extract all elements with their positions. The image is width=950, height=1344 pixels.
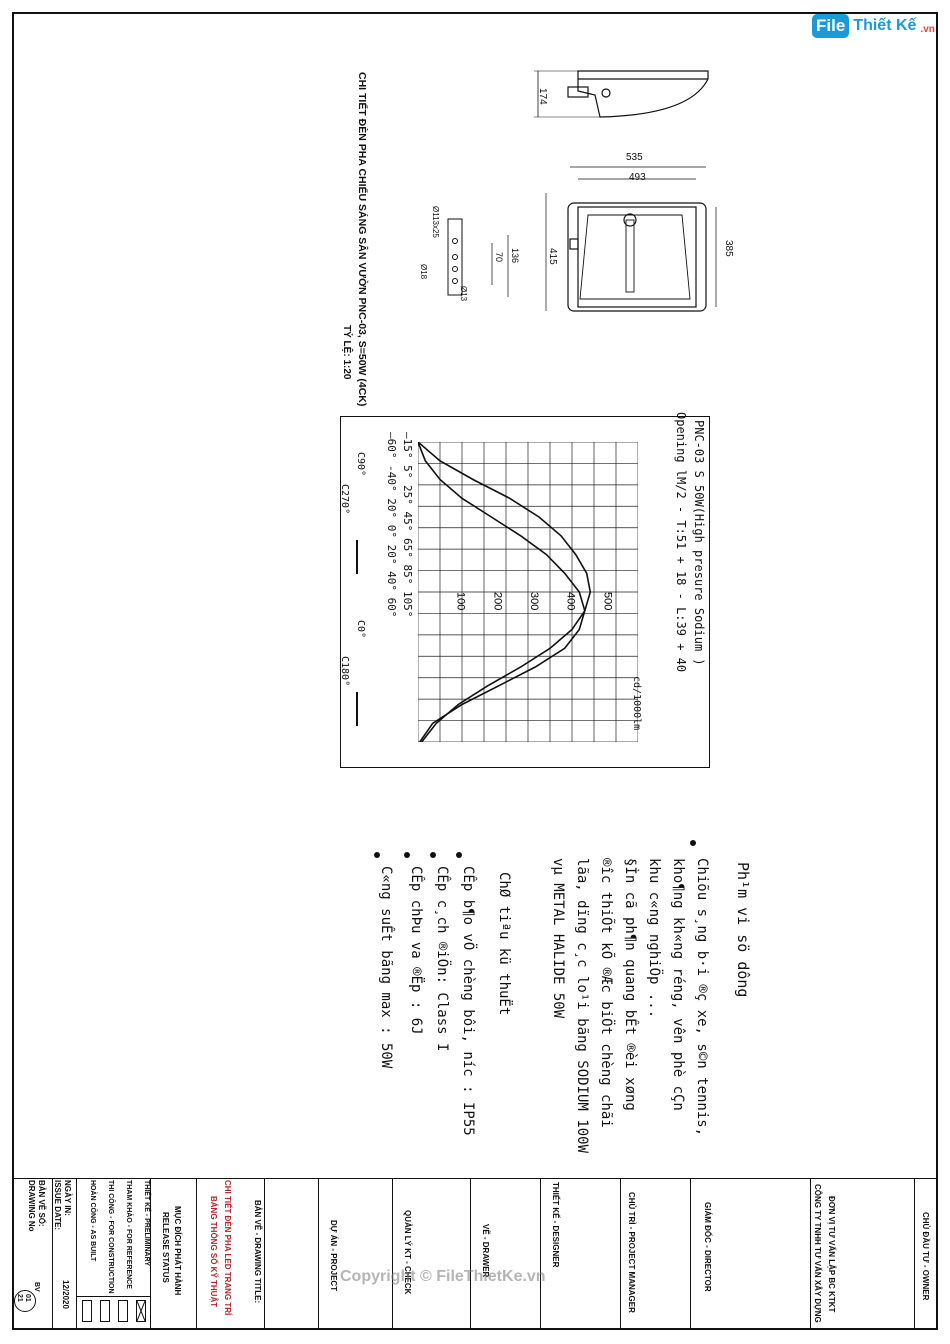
photometric-line2: Opening lM/2 - T:51 + 18 - L:39 + 40 [674, 412, 688, 673]
status-preliminary-checkbox[interactable] [136, 1300, 146, 1322]
tb-drawing-no-top: 01 [24, 1294, 31, 1302]
spec-impact: CÊp chÞu va ®Ëp : 6J [408, 866, 424, 1035]
tb-issue-date: 12/2020 [61, 1280, 70, 1309]
spec-b1-line2: kho¶ng kh«ng réng, vên phè cÇn [670, 858, 686, 1111]
spec-b1-line4: §Ìn cã ph¶n quang bÊt ®èi xøng [622, 858, 638, 1111]
tb-drawing-no-prefix: BV [33, 1282, 40, 1292]
top-view [546, 167, 716, 311]
legend-swatch-c90 [356, 540, 358, 574]
tb-consultant-2: CÔNG TY TNHH TƯ VẤN XÂY DỰNG [813, 1184, 822, 1323]
dim-385: 385 [723, 240, 734, 257]
tb-consultant-1: ĐƠN VỊ TƯ VẤN LẬP BC KTKT [827, 1196, 836, 1313]
bullet-4 [404, 852, 410, 858]
drawing-title: CHI TIẾT ĐÈN PHA CHIẾU SÁNG SÂN VƯỜN PNC-03, S=50W (4CK) [356, 72, 368, 407]
drawing-scale: TỶ LỆ: 1:20 [341, 325, 352, 380]
label-c270: C270° [339, 484, 350, 515]
bullet-3 [430, 852, 436, 858]
tb-drawing-title-label: BẢN VẼ - DRAWING TITLE: [253, 1200, 262, 1304]
tb-status-3: THI CÔNG - FOR CONSTRUCTION [107, 1180, 114, 1294]
dim-hole-18: Ø18 [419, 264, 428, 280]
label-c0: C0° [355, 620, 366, 639]
label-c180: C180° [339, 656, 350, 687]
y-tick-label: 400 [564, 592, 577, 611]
tb-release-2: RELEASE STATUS [161, 1212, 170, 1283]
dim-493: 493 [629, 172, 646, 183]
y-tick-label: 300 [528, 592, 540, 611]
dim-174: 174 [537, 88, 548, 105]
dim-hole-13: Ø13 [459, 286, 468, 302]
spec-ip: CÊp b¶o vÖ chèng bôi, níc : IP55 [460, 866, 476, 1136]
side-view [534, 71, 708, 117]
tb-drawer: VẼ - DRAWER [481, 1224, 490, 1278]
tb-status-1: THIẾT KẾ - PRELIMINARY [143, 1180, 150, 1267]
tb-check: QUẢN LÝ KT - CHECK [403, 1210, 412, 1295]
tb-drawing-no-label-2: DRAWING No [27, 1180, 36, 1232]
dim-535: 535 [626, 152, 643, 163]
dim-415: 415 [547, 248, 558, 265]
tb-drawing-no-label-1: BẢN VẼ SỐ: [37, 1180, 46, 1227]
tb-owner: CHỦ ĐẦU TƯ - OWNER [921, 1212, 930, 1301]
spec-b1-line6: lãa, dïng c¸c lo¹i bãng SODIUM 100W [574, 858, 590, 1154]
photometric-line1: PNC-03 S 50W(High presure Sodium ) [692, 420, 706, 666]
tb-issue-label-2: ISSUE DATE: [53, 1180, 62, 1231]
spec-b1-line5: ®îc thiÕt kÕ ®Æc biÖt chèng chãi [598, 858, 614, 1128]
spec-b1-line1: Chiõu s¸ng b·i ®ç xe, s©n tennis, [694, 858, 710, 1137]
spec-power: C«ng suÊt bãng max : 50W [378, 866, 394, 1069]
specs-heading-2: ChØ tiªu kü thuËt [496, 872, 512, 1016]
tb-drawing-no-bottom: 21 [16, 1294, 23, 1302]
tb-director: GIÁM ĐỐC - DIRECTOR [703, 1202, 712, 1292]
legend-b: —60° -40° 20° 0° 20° 40° 60° [385, 432, 398, 618]
tb-project: DỰ ÁN - PROJECT [329, 1220, 338, 1292]
spec-b1-line7: vµ METAL HALIDE 50W [550, 858, 566, 1019]
y-tick-label: 100 [454, 592, 467, 611]
tb-issue-label-1: NGÀY IN: [63, 1180, 72, 1216]
spec-class: CÊp c¸ch ®iÖn: Class I [434, 866, 450, 1052]
tb-status-2: THAM KHẢO - FOR REFERENCE [125, 1180, 132, 1289]
legend-swatch-c0 [356, 692, 358, 726]
spec-b1-line3: khu c«ng nghiÖp ... [646, 858, 662, 1019]
tb-status-4: HOÀN CÔNG - AS BUILT [89, 1180, 96, 1262]
y-tick-label: 500 [601, 592, 614, 611]
tb-drawing-title-1: CHI TIẾT ĐÈN PHA LED TRANG TRÍ [223, 1180, 232, 1316]
tb-pm: CHỦ TRÌ - PROJECT MANAGER [627, 1192, 636, 1313]
legend-a: —15° 5° 25° 45° 65° 85° 105° [401, 432, 414, 618]
dim-136: 136 [510, 248, 520, 264]
specs-heading-1: Ph¹m vi sö dông [734, 862, 752, 998]
y-tick-label: 200 [491, 592, 504, 611]
site-logo[interactable] [812, 14, 935, 38]
bullet-2 [456, 852, 462, 858]
status-asbuilt-checkbox[interactable] [82, 1300, 92, 1322]
dim-hole-113: Ø113x25 [431, 206, 440, 238]
status-construction-checkbox[interactable] [100, 1300, 110, 1322]
logo-name: Thiết Kế [853, 17, 917, 34]
tb-drawing-title-2: BẢNG THÔNG SỐ KỸ THUẬT [209, 1196, 218, 1308]
bullet-1 [690, 840, 696, 846]
status-reference-checkbox[interactable] [118, 1300, 128, 1322]
photometric-unit: cd/1000lm [631, 676, 642, 731]
dim-70: 70 [494, 252, 504, 263]
tb-designer: THIẾT KẾ - DESIGNER [551, 1182, 560, 1268]
label-c90: C90° [355, 452, 366, 477]
logo-brand: File [812, 14, 849, 38]
watermark: Copyright © FileThietKe.vn [340, 1268, 546, 1285]
tb-release-1: MỤC ĐÍCH PHÁT HÀNH [173, 1206, 182, 1296]
luminaire-views [420, 55, 740, 335]
logo-domain: .vn [920, 23, 935, 35]
bullet-5 [374, 852, 380, 858]
